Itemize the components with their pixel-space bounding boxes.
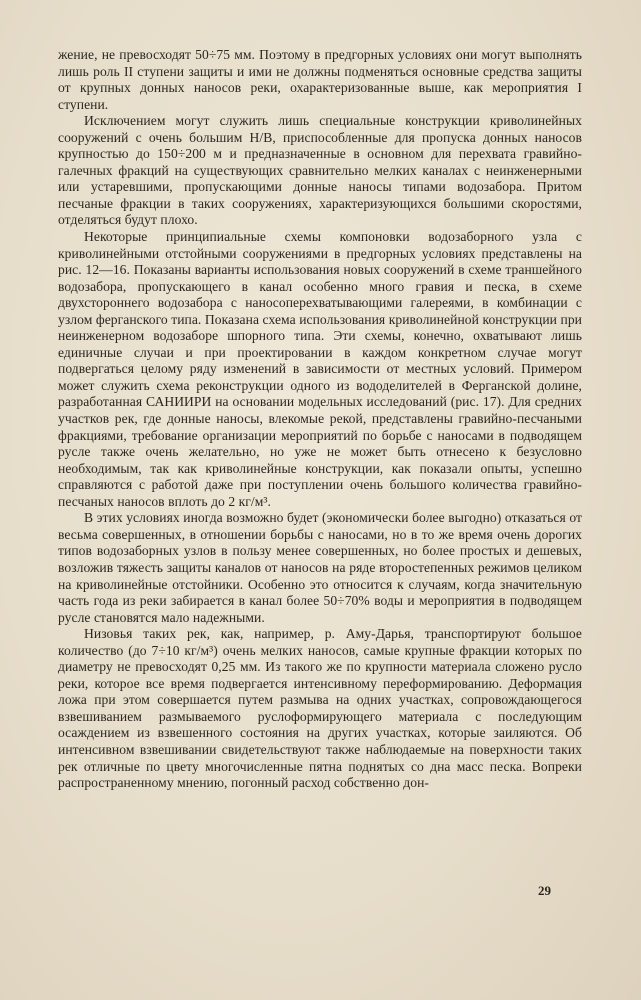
page-number: 29 [538,883,551,898]
paragraph-exceptions: Исключением могут служить лишь специальные конструкции криволинейных сооружений с очень большим H/B, приспособленные для пропуска донных наносов крупностью до 150÷200 м и предназначенные в основном для перехвата гравийно-галечных фракций на существующих сравнительно мелких каналах с неинженерными или устаревшими, пропускающими донные наносы типами водозабора. Притом песчаные фракции в таких сооружениях, характеризующихся большими скоростями, отделяться будут плохо. [58,113,582,228]
paragraph-continued: жение, не превосходят 50÷75 мм. Поэтому в предгорных условиях они могут выполнять лишь роль II ступени защиты и ими не должны подменяться основные средства защиты от крупных донных наносов реки, охарактеризованные выше, как мероприятия I ступени. [58,47,582,112]
paragraph-schemes: Некоторые принципиальные схемы компоновки водозаборного узла с криволинейными отстойными сооружениями в предгорных условиях представлены на рис. 12—16. Показаны варианты использования новых сооружений в схеме траншейного водозабора, пропускающего в канал особенно много гравия и песка, в схеме двухстороннего водозабора с наноcоперехватывающими галереями, в комбинации с узлом ферганского типа. Показана схема использования криволинейной конструкции при неинженерном водозаборе шпорного типа. Эти схемы, конечно, охватывают лишь единичные случаи и при проектировании в каждом конкретном случае могут подвергаться целому ряду изменений в зависимости от местных условий. Примером может служить схема реконструкции одного из вододелителей в Ферганской долине, разработанная САНИИРИ на основании модельных исследований (рис. 17). Для средних участков рек, где донные наносы, влекомые рекой, представлены гравийно-песчаными фракциями, требование организации мероприятий по борьбе с наносами в подводящем русле также очень желательно, но уже не может быть отнесено к безусловно необходимым, так как криволинейные конструкции, как показали опыты, успешно справляются с работой даже при поступлении очень большого количества гравийно-песчаных наносов вплоть до 2 кг/м³. [58,229,582,509]
paragraph-lower-reaches: Низовья таких рек, как, например, р. Аму-Дарья, транспортируют большое количество (до 7÷10 кг/м³) очень мелких наносов, самые крупные фракции которых по диаметру не превосходят 0,25 мм. Из такого же по крупности материала сложено русло реки, которое все время подвергается интенсивному переформированию. Деформация ложа при этом совершается путем размыва на одних участках, сопровождающегося взвешиванием размываемого руслоформирующего материала с последующим осаждением из взвешенного состояния на других участках, которые заиляются. Об интенсивном взвешивании свидетельствуют также наблюдаемые на поверхности таких рек отличные по цвету многочисленные пятна поднятых со дна масс песка. Вопреки распространенному мнению, погонный расход собственно дон- [58,626,582,791]
paragraph-conditions: В этих условиях иногда возможно будет (экономически более выгодно) отказаться от весьма совершенных, в отношении борьбы с наносами, но в то же время очень дорогих типов водозаборных узлов в пользу менее совершенных, но более простых и дешевых, возложив тяжесть защиты каналов от наносов на ряде второстепенных режимов целиком на криволинейные отстойники. Особенно это относится к случаям, когда значительную часть года из реки забирается в канал более 50÷70% воды и мероприятия в подводящем русле становятся мало надежными. [58,510,582,625]
body-text [58,47,582,792]
